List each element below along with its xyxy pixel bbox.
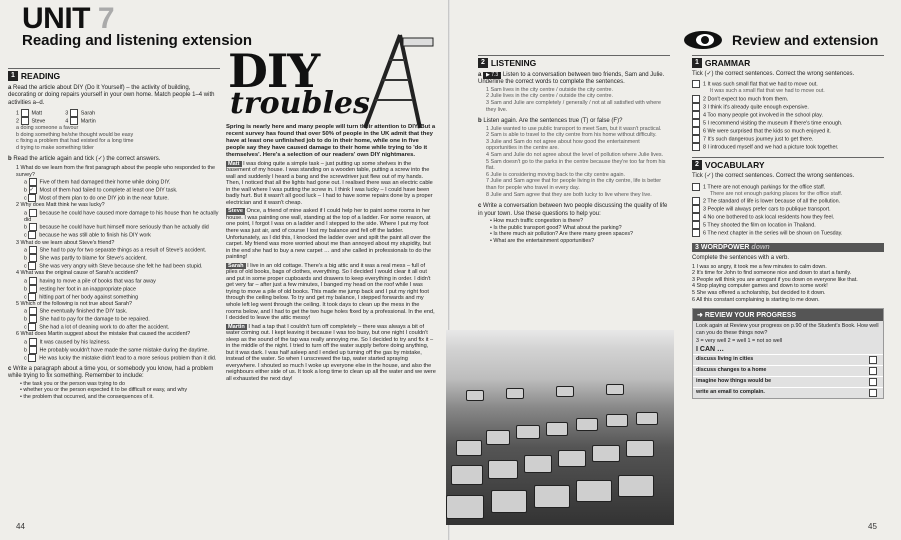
review-title: Review and extension — [732, 32, 879, 48]
page-number-right: 45 — [868, 522, 877, 531]
answer-box[interactable] — [28, 194, 36, 202]
question-5: 5 Which of the following is not true about Sarah? a She eventually finished the DIY task. b She had to pay for the damage to be repaired. c She had a lot of cleaning work to do after the accident. — [16, 300, 170, 331]
answer-box[interactable] — [869, 389, 877, 397]
listening-b-instructions: b Listen again. Are the sentences true (T) or false (F)? — [478, 118, 623, 125]
divider — [692, 55, 884, 56]
reading-heading — [8, 71, 220, 81]
answer-box[interactable] — [28, 231, 36, 239]
answer-box[interactable] — [29, 277, 37, 285]
sarah-story: Sarah I live in an old cottage. There's a big attic and it was a real mess – full of piles of old books, bags of clothes, everything. So I decided I would clear it all out and put in some proper cupboards and drawers to keep everything in order. I didn't get very far – after just a few minutes, I banged my head on the roof while I was trying to move a pile of old books. This made me jump back and I put my right foot through the ceiling below. To try and get my balance, I stepped forwards and my whole left leg went through the ceiling. It took days to clean up the mess in the rooms below, and I had to get the two huge holes fixed by a professional. In the end, I decided to leave the attic messy! — [226, 262, 435, 322]
answer-box[interactable] — [29, 209, 37, 217]
divider — [478, 55, 670, 56]
answer-box[interactable] — [28, 262, 36, 270]
divider — [8, 68, 220, 69]
listening-section — [478, 55, 670, 244]
article-body — [226, 124, 436, 383]
question-4: 4 What was the original cause of Sarah's accident? a having to move a pile of books that was far away b resting her foot in an inappropriate place c hitting part of her body against something — [16, 270, 156, 301]
ladder-illustration — [345, 30, 445, 130]
answer-box[interactable] — [692, 221, 700, 229]
answer-box[interactable] — [692, 183, 700, 191]
section-number: 1 — [8, 71, 18, 81]
i-can-row: imagine how things would be — [693, 376, 883, 387]
answer-box[interactable] — [692, 103, 700, 111]
section-number: 1 — [692, 58, 702, 68]
answer-box[interactable] — [29, 307, 37, 315]
answer-box[interactable] — [692, 229, 700, 237]
reading-c-instructions: c Write a paragraph about a time you, or somebody you know, had a problem while trying to fix something. Remember to include: — [8, 366, 214, 380]
listening-b-items: 1 Julie wanted to use public transport to meet Sam, but it wasn't practical. 2 Sam is able to travel to the city centre from his home without difficulty. 3 Julie and Sam do not agree about how good the entertainment opportunities in the centre are. 4 Sam and Julie do not agree about the level of pollution where Julie lives. 5 Sam doesn't go to the parks in the centre because they're too far from his flat. 6 Julie is considering moving back to the city centre again. 7 Julie and Sam agree that for people living in the city centre, life is better than for people who travel in every day. 8 Julie and Sam agree that they are both lucky to live where they live. — [486, 125, 666, 198]
page-number-left: 44 — [16, 522, 25, 531]
article-intro: Spring is nearly here and many people will turn their attention to DIY. But a recent survey has found that over 50% of people in the UK admit that they have at least one unfinished job to do in their home, while one in five people say they have caused damage to their home while trying to 'do it themselves'. Here's a selection of our readers' own DIY nightmares. — [226, 124, 436, 158]
section-number: 2 — [692, 160, 702, 170]
review-eye-icon — [683, 30, 723, 50]
answer-box[interactable] — [28, 293, 36, 301]
wordpower-heading: 3 WORDPOWER down — [692, 243, 884, 252]
people-list: 1 Matt 2 Steve 3 Sarah 4 Martin — [16, 110, 96, 125]
answer-box[interactable] — [692, 119, 700, 127]
answer-box[interactable] — [869, 367, 877, 375]
answer-box[interactable] — [692, 111, 700, 119]
section-title: LISTENING — [490, 58, 537, 68]
reading-b-instructions: b Read the article again and tick (✓) the correct answers. — [8, 155, 161, 162]
answer-box[interactable] — [692, 213, 700, 221]
i-can-row: discuss living in cities — [693, 354, 883, 365]
reading-section — [8, 68, 220, 401]
activities-list: a doing someone a favour b doing something he/she thought would be easy c fixing a problem that had existed for a long time d trying to make something tidier — [16, 125, 134, 152]
vocabulary-items: 1 There are not enough parkings for the office staff. There are not enough parking places for the office staff. 2 The standard of life is lower because of all the pollution. 3 People will always prefer cars to publique transport. 4 No one bothered to ask local residents how they feel. 5 They shooted the film on location in Thailand. 6 The next chapter in the series will be shown on Tuesday. — [692, 183, 884, 238]
answer-box[interactable] — [869, 378, 877, 386]
question-1: 1 What do we learn from the first paragraph about the people who responded to the survey? a Five of them had damaged their home while doing DIY. b ✓ Most of them had failed to complete at least one DIY task. c Most of them plan to do one DIY job in the near future. — [16, 165, 215, 202]
review-progress-text: Look again at Review your progress on p.90 of the Student's Book. How well can you do these things now? — [696, 323, 879, 336]
steve-story: Steve Once, a friend of mine asked if I could help her to paint some rooms in her house. I was painting one wall, standing at the top of a ladder. For some reason, at one point, I forgot I was on a ladder and I stepped to the side. Where I put my foot there was just air, and of course I lost my balance and fell off the ladder. Unfortunately, as I did this, I knocked the ladder over and spilt the paint all over the carpet. My friend was more worried about me than annoyed about my stupidity, but in the end she had to buy a new carpet … and she called in professionals to do the painting! — [226, 208, 431, 261]
answer-box[interactable] — [29, 285, 37, 293]
answer-box[interactable] — [692, 197, 700, 205]
question-6: 6 What does Martin suggest about the mistake that caused the accident? a It was caused by his laziness. b He probably wouldn't have made the same mistake during the daytime. c He was lucky the mistake didn't lead to a more serious problem than it did. — [16, 331, 217, 362]
answer-box[interactable] — [21, 109, 29, 117]
answer-box[interactable] — [28, 323, 36, 331]
listening-heading — [478, 58, 670, 68]
answer-box[interactable] — [692, 95, 700, 103]
article-title-troubles: troubles — [230, 86, 370, 121]
listening-c-bullets: • How much traffic congestion is there? • Is the public transport good? What about the parking? • Is there much air pollution? Are there many green spaces? • What are the entertainment opportunities? — [490, 217, 634, 244]
grammar-heading — [692, 58, 884, 68]
section-title: VOCABULARY — [704, 160, 765, 171]
i-can-row: write an email to complain. — [693, 387, 883, 398]
listening-a-instructions: a ▶ 7.3 Listen to a conversation between two friends, Sam and Julie. Underline the correct words to complete the sentences. — [478, 72, 665, 86]
grammar-intro: Tick (✓) the correct sentences. Correct the wrong sentences. — [692, 71, 855, 77]
review-progress-heading: ➜ REVIEW YOUR PROGRESS — [693, 309, 883, 321]
review-progress-scale: 3 = very well 2 = well 1 = not so well — [696, 338, 783, 345]
i-can-heading: I CAN … — [696, 345, 724, 353]
answer-box[interactable] — [692, 205, 700, 213]
martin-story: Martin I had a tap that I couldn't turn off completely – there was always a bit of water coming out. I kept leaving it because I was too busy, but one night I couldn't sleep as the sound of the tap was really annoying me. So I decided to try and fix it – in the middle of the night. I tried to turn off the water supply before doing anything, but it was dark. I was half asleep and I ended up turning off the gas by mistake, instead of the water. So when I unscrewed the tap, water started spraying everywhere. I shouted so much I woke up everyone else in the house, and also the neighbours either side of us. It took a long time to clean up all the water and we were all exhausted the next day! — [226, 323, 436, 383]
answer-box[interactable] — [692, 143, 700, 151]
answer-box[interactable] — [29, 338, 37, 346]
answer-box[interactable] — [869, 356, 877, 364]
unit-title: UNIT 7 — [22, 2, 115, 35]
answer-box[interactable] — [29, 315, 37, 323]
page-subtitle: Reading and listening extension — [22, 32, 253, 49]
section-number: 2 — [478, 58, 488, 68]
answer-box[interactable] — [21, 117, 29, 125]
answer-box-ticked[interactable]: ✓ — [29, 186, 37, 194]
review-section — [692, 55, 884, 399]
answer-box[interactable] — [29, 346, 37, 354]
section-title: GRAMMAR — [704, 58, 751, 68]
grammar-items: 1 It was such small flat that we had to move out. It was such a small flat that we had to move out. 2 Don't expect too much from them. 3 I think it's already quite enough expensive. 4 Too many people got involved in the school play. 5 I recommend visiting the museum if there's time enough. 6 We were surprised that the kids so much enjoyed it. 7 It's such dangerous journey just to get there. 8 I introduced myself and we had a picture took together. — [692, 80, 884, 151]
answer-box[interactable] — [29, 178, 37, 186]
answer-box[interactable] — [29, 223, 37, 231]
answer-box[interactable] — [692, 80, 700, 88]
section-title: READING — [20, 71, 61, 81]
vocabulary-intro: Tick (✓) the correct sentences. Correct the wrong sentences. — [692, 173, 855, 180]
answer-box[interactable] — [29, 246, 37, 254]
answer-box[interactable] — [28, 354, 36, 362]
answer-box[interactable] — [70, 117, 78, 125]
listening-c-instructions: c Write a conversation between two people discussing the quality of life in your town. Use these questions to help you: — [478, 203, 668, 217]
answer-box[interactable] — [70, 109, 78, 117]
answer-box[interactable] — [692, 127, 700, 135]
review-progress-box — [692, 308, 884, 399]
answer-box[interactable] — [692, 135, 700, 143]
reading-c-bullets: • the task you or the person was trying to do • whether you or the person expected it to be difficult or easy, and why • the problem that occurred, and the consequences of it. — [20, 380, 188, 401]
divider — [692, 157, 884, 158]
vocabulary-heading — [692, 160, 884, 170]
matt-story: Matt I was doing quite a simple task – just putting up some shelves in the basement of my house. I was standing on a wooden table, putting a screw into the wall and suddenly I heard a bang and the screwdriver just flew out of my hands. Then, I noticed that all the lights had gone out. I realised there was an electric cable in the wall where I was putting the screw in. I think I was lucky – I could have been badly hurt. But it wasn't all good luck – I had to have some repairs done by a proper electrician and it wasn't cheap. — [226, 160, 433, 206]
reading-a-instructions: a Read the article about DIY (Do It Yourself) – the activity of building, decorating or doing repairs yourself in your own home. Match people 1–4 with activities a–d. — [8, 85, 215, 106]
wordpower-intro: Complete the sentences with a verb. — [692, 255, 790, 262]
listening-a-items: 1 Sam lives in the city centre / outside the city centre. 2 Julie lives in the city centre / outside the city centre. 3 Sam and Julie are completely / generally / not at all satisfied with where they live. — [486, 86, 661, 113]
question-3: 3 What do we learn about Steve's friend? a She had to pay for two separate things as a result of Steve's accident. b She was partly to blame for Steve's accident. c She was very angry with Steve because she felt he had been stupid. — [16, 239, 207, 270]
traffic-jam-photo — [446, 330, 674, 525]
answer-box[interactable] — [29, 254, 37, 262]
question-2: 2 Why does Matt think he was lucky? a because he could have caused more damage to his house than he actually did b because he could have hurt himself more seriously than he actually did c because he was still able to finish his DIY work — [16, 202, 219, 239]
article-title-diy: DIY — [228, 44, 320, 98]
i-can-row: discuss changes to a home — [693, 365, 883, 376]
audio-track-icon[interactable]: ▶ 7.3 — [483, 72, 501, 79]
wordpower-items: 1 I was so angry, it took me a few minutes to calm down. 2 It's time for John to find someone nice and down to start a family. 3 People will think you are arrogant if you down on everyone like that. 4 Stop playing computer games and down to some work! 5 She was offered a scholarship, but decided to it down. 6 All this constant complaining is starting to me down. — [692, 263, 858, 303]
